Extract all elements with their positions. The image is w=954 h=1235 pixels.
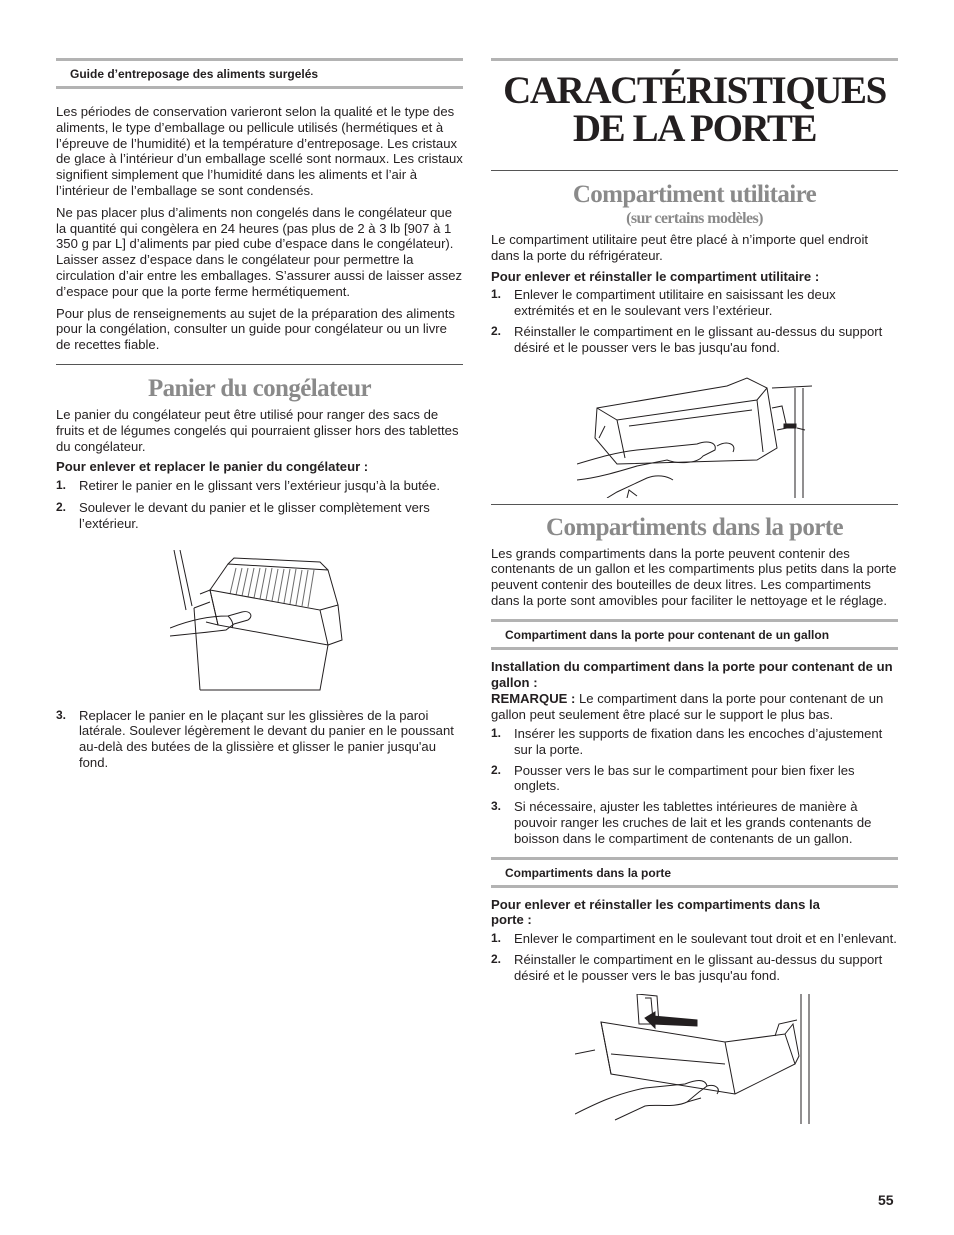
left-column (56, 58, 463, 771)
right-column (491, 58, 898, 1124)
list-item: 2. Soulever le devant du panier et le glisser complètement vers l’extérieur. (56, 499, 430, 531)
guide-section-heading: Guide d’entreposage des aliments surgelés (56, 58, 463, 89)
list-item: 2. Réinstaller le compartiment en le glissant au-dessus du support désiré et le pousser vers le bas jusqu'au fond. (491, 323, 883, 355)
bins-steps (491, 931, 898, 983)
list-item: 1. Insérer les supports de fixation dans les encoches d’ajustement sur la porte. (491, 725, 883, 757)
list-item: 3. Replacer le panier en le plaçant sur les glissières de la paroi latérale. Soulever légèrement le devant du panier en le poussant au-delà des butées de la glissière et glisser le panier jusqu'au fond. (56, 707, 454, 770)
utility-steps (491, 287, 898, 355)
title-top-rule (491, 58, 898, 61)
utility-intro: Le compartiment utilitaire peut être placé à n’importe quel endroit dans la porte du réfrigérateur. (491, 232, 869, 263)
door-bins-section-title: Compartiments dans la porte (546, 513, 843, 541)
guide-paragraph-3: Pour plus de renseignements au sujet de la préparation des aliments pour la congélation, consulter un guide pour congélateur ou un livre de recettes fiable. (56, 305, 455, 353)
section-divider (491, 170, 898, 171)
gallon-instructions-heading: Installation du compartiment dans la porte pour contenant de un gallon : (491, 658, 893, 690)
utility-instructions-heading: Pour enlever et réinstaller le compartiment utilitaire : (491, 268, 820, 284)
basket-instructions-heading: Pour enlever et replacer le panier du congélateur : (56, 459, 369, 475)
gallon-note: REMARQUE : Le compartiment dans la porte pour contenant de un gallon peut seulement être placé sur le support le plus bas. (491, 691, 884, 723)
door-bins-intro: Les grands compartiments dans la porte peuvent contenir des contenants de un gallon et les compartiments plus petits dans la porte peuvent contenir des bouteilles de deux litres. Les compartiments dans la porte sont amovibles pour faciliter le nettoyage et le réglage. (491, 545, 897, 608)
list-item: 1. Retirer le panier en le glissant vers l’extérieur jusqu’à la butée. (56, 478, 440, 494)
page-number: 55 (878, 1192, 894, 1208)
basket-section-title: Panier du congélateur (147, 374, 372, 402)
bins-instructions-heading: Pour enlever et réinstaller les compartiments dans la porte : (491, 896, 820, 928)
section-divider (491, 504, 898, 505)
basket-intro: Le panier du congélateur peut être utilisé pour ranger des sacs de fruits et de légumes congelés qui pourraient glisser hors des tablettes du congélateur. (56, 406, 459, 454)
list-item: 1. Enlever le compartiment utilitaire en saisissant les deux extrémités et en le soulevant vers l’extérieur. (491, 287, 836, 319)
utility-compartment-illustration (577, 368, 812, 498)
basket-steps (56, 478, 463, 531)
guide-paragraph-2: Ne pas placer plus d’aliments non congelés dans le congélateur que la quantité qui congèlera en 24 heures (pas plus de 2 à 3 lb [907 à 1 350 g par L] d’aliments par pied cube d’espace dans le congélateur). Laisser assez d’espace dans le congélateur pour permettre la circulation d’air entre les emballages. S’assurer aussi de laisser assez d’espace pour que la porte ferme hermétiquement. (56, 204, 463, 299)
list-item: 2. Réinstaller le compartiment en le glissant au-dessus du support désiré et le pousser vers le bas jusqu'au fond. (491, 951, 883, 983)
list-item: 2. Pousser vers le bas sur le compartiment pour bien fixer les onglets. (491, 762, 855, 794)
list-item: 3. Si nécessaire, ajuster les tablettes intérieures de manière à pouvoir ranger les cruches de lait et les grands contenants de boisson dans le compartiment de contenants de un gallon. (491, 799, 872, 846)
guide-paragraph-1: Les périodes de conservation varieront selon la qualité et le type des aliments, le type d’emballage ou pellicule utilisés (hermétiques et à l’épreuve de l’humidité) et la température d’entreposage. Les cristaux de glace à l’intérieur d’un emballage scellé sont normaux. Les cristaux signifient simplement que l’humidité dans les aliments et l’air à l’intérieur de l’emballage se sont condensés. (56, 104, 463, 198)
utility-section-title: Compartiment utilitaire (572, 181, 817, 208)
door-bin-illustration (575, 994, 815, 1124)
gallon-bin-section-heading: Compartiment dans la porte pour contenant de un gallon (491, 619, 898, 650)
gallon-steps (491, 726, 898, 847)
utility-section-subtitle: (sur certains modèles) (626, 210, 763, 227)
door-bins-section-heading: Compartiments dans la porte (491, 857, 898, 888)
page-main-title: CARACTÉRISTIQUES DE LA PORTE (503, 69, 886, 150)
list-item: 1. Enlever le compartiment en le soulevant tout droit et en l’enlevant. (491, 931, 897, 947)
freezer-basket-illustration (170, 550, 350, 695)
section-divider (56, 364, 463, 365)
basket-step-3 (56, 708, 463, 771)
